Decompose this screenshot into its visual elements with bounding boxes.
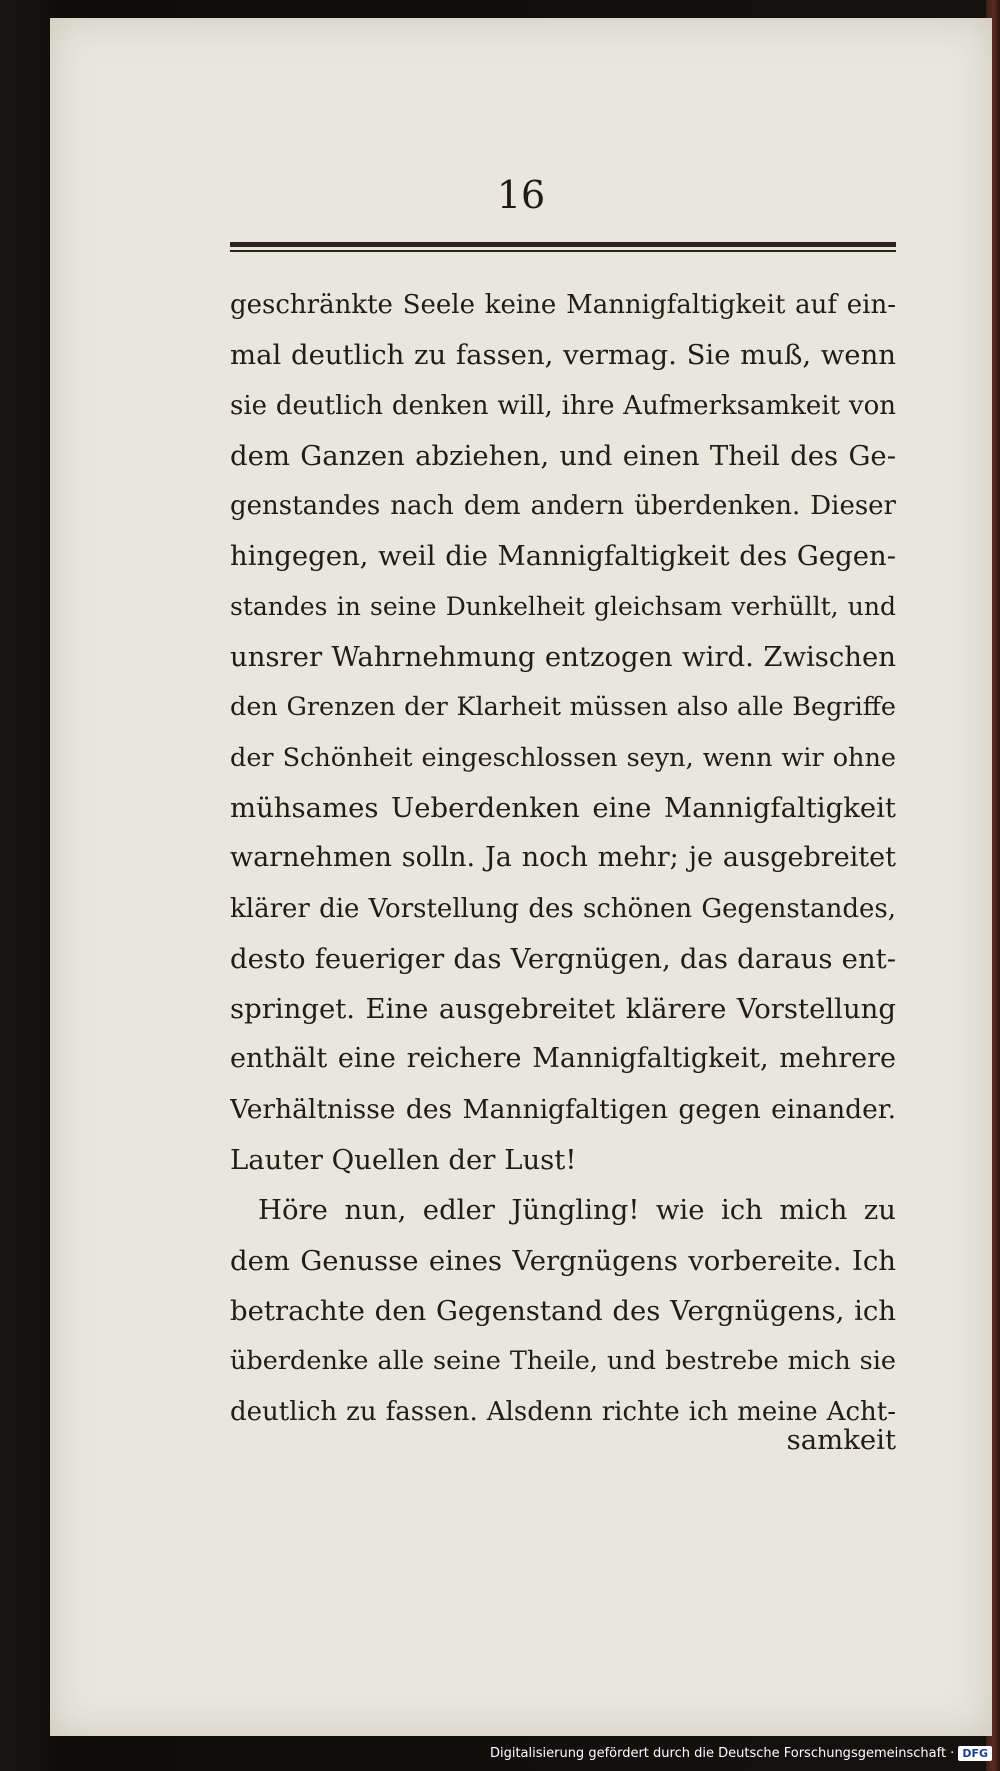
dfg-logo: DFG [958, 1746, 992, 1761]
page-text [230, 280, 896, 1437]
text-line: klärer die Vorstellung des schönen Gegenstandes, [230, 893, 896, 924]
text-line: geschränkte Seele keine Mannigfaltigkeit auf ein- [230, 290, 896, 320]
text-line: Höre nun, edler Jüngling! wie ich mich zu [258, 1194, 896, 1227]
text-line: genstandes nach dem andern überdenken. Dieser [230, 491, 896, 522]
text-line: Verhältnisse des Mannigfaltigen gegen einander. [230, 1093, 896, 1125]
digitization-credit [490, 1746, 992, 1761]
text-line: den Grenzen der Klarheit müssen also alle Begriffe [230, 692, 896, 723]
book-page [50, 18, 992, 1736]
text-line: dem Genusse eines Vergnügens vorbereite. Ich [230, 1244, 896, 1277]
text-line: Lauter Quellen der Lust! [230, 1144, 577, 1177]
page-number: 16 [496, 173, 546, 217]
text-line: warnehmen solln. Ja noch mehr; je ausgebreitet [230, 842, 896, 874]
text-line: hingegen, weil die Mannigfaltigkeit des Gegen- [230, 540, 896, 573]
text-line: der Schönheit eingeschlossen seyn, wenn wir ohne [230, 742, 896, 773]
text-line: sie deutlich denken will, ihre Aufmerksamkeit von [230, 390, 896, 421]
text-line: deutlich zu fassen. Alsdenn richte ich meine Acht- [230, 1396, 896, 1427]
text-line: unsrer Wahrnehmung entzogen wird. Zwischen [230, 641, 896, 674]
header-rule [230, 240, 896, 254]
text-line: überdenke alle seine Theile, und bestrebe mich sie [230, 1346, 896, 1377]
header-rule-thick [230, 242, 896, 247]
text-line: springet. Eine ausgebreitet klärere Vorstellung [230, 993, 896, 1026]
catchword: samkeit [786, 1424, 896, 1456]
text-line: dem Ganzen abziehen, und einen Theil des Ge- [230, 439, 896, 472]
text-line: standes in seine Dunkelheit gleichsam verhüllt, und [230, 591, 896, 621]
credit-text: Digitalisierung gefördert durch die Deutsche Forschungsgemeinschaft · [489, 1746, 955, 1761]
text-line: enthält eine reichere Mannigfaltigkeit, mehrere [230, 1043, 896, 1075]
text-line: betrachte den Gegenstand des Vergnügens, ich [230, 1294, 896, 1327]
text-line: mal deutlich zu fassen, vermag. Sie muß, wenn [230, 339, 896, 372]
text-line: desto feueriger das Vergnügen, das daraus ent- [230, 942, 896, 975]
header-rule-thin [230, 250, 896, 252]
text-line: mühsames Ueberdenken eine Mannigfaltigkeit [230, 791, 896, 824]
